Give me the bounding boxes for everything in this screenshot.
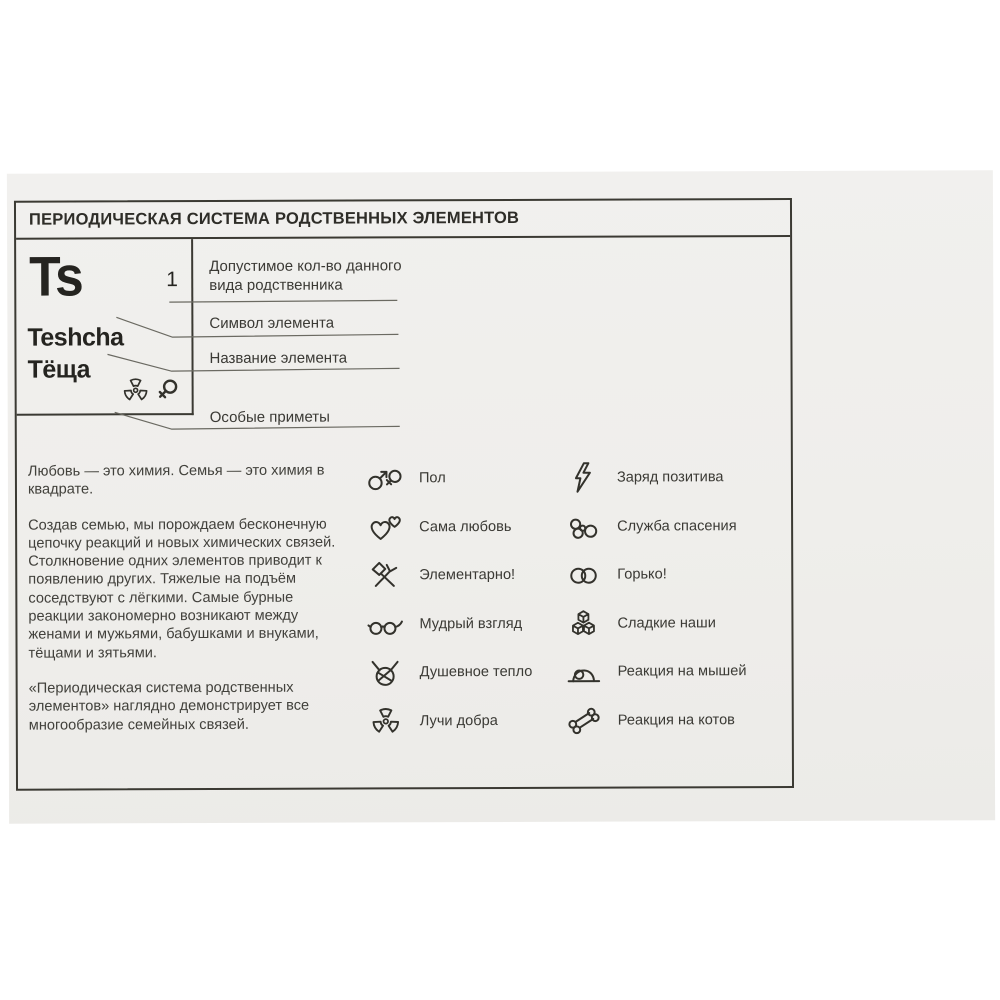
legend-row-rescue <box>564 508 737 545</box>
legend-label: Элементарно! <box>419 566 516 584</box>
card-title: ПЕРИОДИЧЕСКАЯ СИСТЕМА РОДСТВЕННЫХ ЭЛЕМЕНТОВ <box>28 208 520 229</box>
description-para1: Любовь — это химия. Семья — это химия в квадрате. <box>27 462 325 498</box>
rings-icon <box>564 559 602 591</box>
label-features: Особые приметы <box>209 408 330 427</box>
legend-row-kindness <box>367 703 498 739</box>
legend-row-positive <box>564 459 724 496</box>
legend-label: Реакция на котов <box>617 712 735 729</box>
hearts-icon <box>366 511 404 543</box>
element-symbol: Ts <box>29 244 82 308</box>
card-frame <box>14 198 794 791</box>
card-photo <box>7 170 995 823</box>
legend-label: Сладкие наши <box>617 615 716 632</box>
tools-icon <box>366 559 404 591</box>
element-name-latin: Teshcha <box>27 323 124 352</box>
female-gender-icon <box>156 378 180 407</box>
mouse-icon <box>565 656 603 688</box>
gender-icon <box>366 463 404 493</box>
legend-label: Душевное тепло <box>419 663 533 681</box>
legend-row-gender <box>366 460 446 496</box>
legend-row-elementary <box>366 557 515 594</box>
label-name: Название элемента <box>209 349 348 368</box>
label-count: Допустимое кол-во данного вида родственника <box>209 257 402 295</box>
element-feature-icons <box>123 377 180 408</box>
legend-row-wise <box>366 606 522 643</box>
legend-label: Мудрый взгляд <box>419 615 523 633</box>
description-text <box>28 462 351 752</box>
card-header <box>16 200 790 240</box>
lightning-icon <box>564 462 602 494</box>
description-para3: «Периодическая система родственных элементов» наглядно демонстрирует все многообразие семейных связей. <box>28 679 310 734</box>
glasses-icon <box>366 608 404 640</box>
element-name-cyrillic: Тёща <box>27 355 91 384</box>
legend-label: Лучи добра <box>419 713 498 730</box>
element-count: 1 <box>166 268 178 292</box>
legend-row-warmth <box>367 654 533 691</box>
legend-row-sweet <box>564 605 716 642</box>
yarn-icon <box>367 656 405 688</box>
legend-label: Заряд позитива <box>616 469 724 486</box>
pacifier-icon <box>564 511 602 543</box>
legend-row-cats <box>565 702 735 739</box>
legend-label: Горько! <box>617 566 667 583</box>
element-tile <box>16 239 194 416</box>
sugar-cubes-icon <box>564 608 602 640</box>
legend-row-mice <box>565 653 747 690</box>
label-symbol: Символ элемента <box>209 314 335 333</box>
legend-row-bitter <box>564 556 667 592</box>
legend-row-love <box>366 509 511 546</box>
legend-label: Служба спасения <box>617 518 737 535</box>
legend-label: Пол <box>418 470 446 487</box>
bone-icon <box>565 705 603 737</box>
radiation-icon <box>367 706 405 736</box>
legend-label: Сама любовь <box>419 518 512 536</box>
legend-label: Реакция на мышей <box>617 663 747 680</box>
radiation-icon <box>123 377 149 408</box>
description-para2: Создав семью, мы порождаем бесконечную цепочку реакций и новых химических связей. Столкновение одних элементов приводит к появлению других. Тяжелые на подъём соседствуют с лёгкими. Самые бурные реакции закономерно возникают между женами и мужьями, бабушками и внуками, тёщами и зятьями. <box>28 516 336 662</box>
